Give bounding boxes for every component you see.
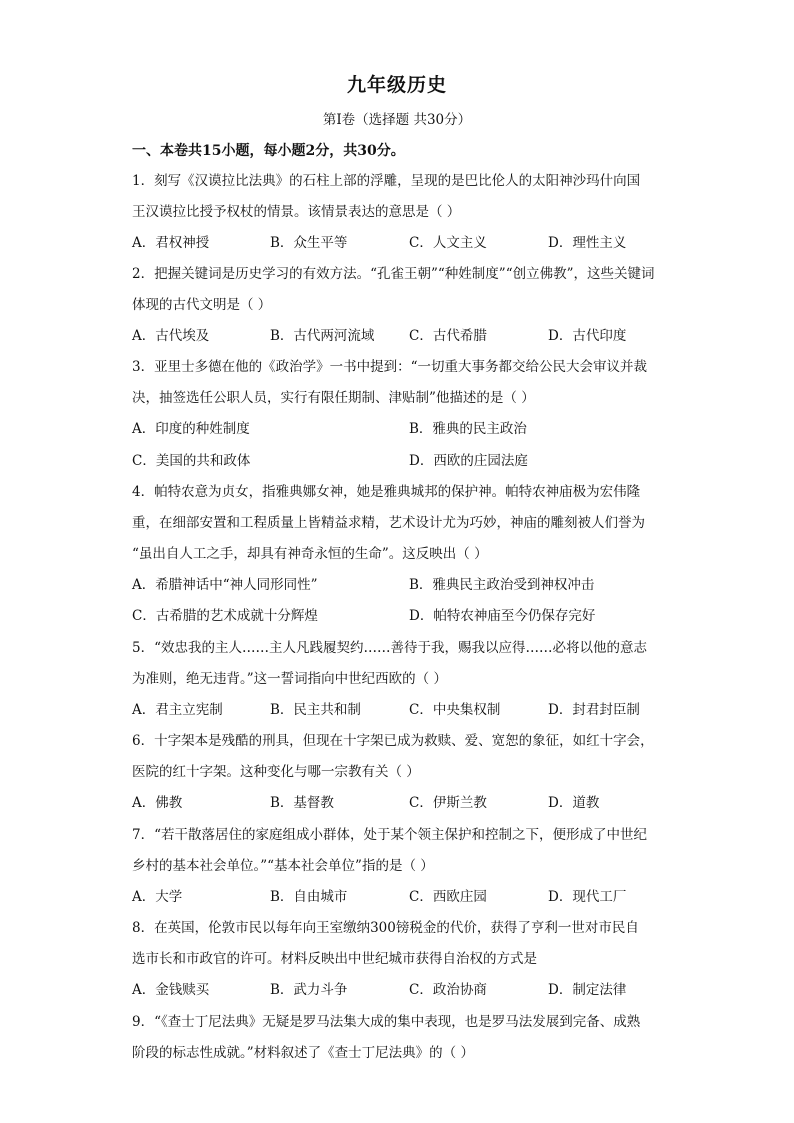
question-1-option-c: C．人文主义	[409, 235, 487, 251]
question-4-option-a: A．希腊神话中“神人同形同性”	[132, 577, 318, 593]
question-1-line-1: 1．刻写《汉谟拉比法典》的石柱上部的浮雕，呈现的是巴比伦人的太阳神沙玛什向国	[132, 173, 641, 189]
question-8-option-d: D．制定法律	[548, 982, 627, 998]
question-9-line-2: 阶段的标志性成就。”材料叙述了《查士丁尼法典》的（ ）	[132, 1045, 474, 1061]
question-4-line-3: “虽出自人工之手，却具有神奇永恒的生命”。这反映出（ ）	[132, 546, 488, 562]
question-6-option-c: C．伊斯兰教	[409, 795, 487, 811]
question-4-option-b: B．雅典民主政治受到神权冲击	[409, 577, 595, 593]
page-title: 九年级历史	[346, 74, 447, 96]
question-8-option-a: A．金钱赎买	[132, 982, 210, 998]
question-7-option-d: D．现代工厂	[548, 889, 627, 905]
question-5-line-1: 5．“效忠我的主人……主人凡践履契约……善待于我，赐我以应得……必将以他的意志	[132, 640, 647, 656]
question-6-option-b: B．基督教	[270, 795, 334, 811]
question-5-option-a: A．君主立宪制	[132, 702, 223, 718]
question-4-line-2: 重，在细部安置和工程质量上皆精益求精，艺术设计尤为巧妙，神庙的雕刻被人们誉为	[132, 515, 645, 531]
section-heading: 一、本卷共15小题，每小题2分，共30分。	[132, 143, 405, 159]
question-8-option-b: B．武力斗争	[270, 982, 348, 998]
question-3-option-d: D．西欧的庄园法庭	[409, 453, 528, 469]
question-2-line-1: 2．把握关键词是历史学习的有效方法。“孔雀王朝”“种姓制度”“创立佛教”，这些关键词	[132, 266, 655, 282]
question-7-option-b: B．自由城市	[270, 889, 348, 905]
question-1-option-b: B．众生平等	[270, 235, 348, 251]
question-2-option-d: D．古代印度	[548, 328, 627, 344]
question-3-option-c: C．美国的共和政体	[132, 453, 251, 469]
question-9-line-1: 9．“《查士丁尼法典》无疑是罗马法集大成的集中表现，也是罗马法发展到完备、成熟	[132, 1014, 641, 1030]
question-6-line-2: 医院的红十字架。这种变化与哪一宗教有关（ ）	[132, 764, 420, 780]
question-7-line-1: 7．“若干散落居住的家庭组成小群体，处于某个领主保护和控制之下，便形成了中世纪	[132, 827, 647, 843]
question-5-option-d: D．封君封臣制	[548, 702, 640, 718]
question-5-option-b: B．民主共和制	[270, 702, 361, 718]
question-7-line-2: 乡村的基本社会单位。”“基本社会单位”指的是（ ）	[132, 858, 434, 874]
question-4-option-c: C．古希腊的艺术成就十分辉煌	[132, 608, 318, 624]
question-3-option-a: A．印度的种姓制度	[132, 421, 250, 437]
question-8-option-c: C．政治协商	[409, 982, 487, 998]
question-4-line-1: 4．帕特农意为贞女，指雅典娜女神，她是雅典城邦的保护神。帕特农神庙极为宏伟隆	[132, 484, 641, 500]
question-1-option-d: D．理性主义	[548, 235, 627, 251]
question-7-option-a: A．大学	[132, 889, 183, 905]
question-1-option-a: A．君权神授	[132, 235, 210, 251]
question-8-line-2: 选市长和市政官的许可。材料反映出中世纪城市获得自治权的方式是	[132, 951, 537, 967]
question-6-option-a: A．佛教	[132, 795, 183, 811]
question-2-option-b: B．古代两河流域	[270, 328, 375, 344]
question-3-line-2: 决，抽签选任公职人员，实行有限任期制、津贴制”他描述的是（ ）	[132, 390, 535, 406]
question-2-line-2: 体现的古代文明是（ ）	[132, 297, 272, 313]
question-1-line-2: 王汉谟拉比授予权杖的情景。该情景表达的意思是（ ）	[132, 204, 461, 220]
question-2-option-c: C．古代希腊	[409, 328, 487, 344]
question-5-line-2: 为准则，绝无违背。”这一誓词指向中世纪西欧的（ ）	[132, 671, 447, 687]
page-subtitle: 第I卷（选择题 共30分）	[322, 112, 472, 128]
question-4-option-d: D．帕特农神庙至今仍保存完好	[409, 608, 596, 624]
question-3-line-1: 3．亚里士多德在他的《政治学》一书中提到：“一切重大事务都交给公民大会审议并裁	[132, 359, 647, 375]
question-6-line-1: 6．十字架本是残酷的刑具，但现在十字架已成为救赎、爱、宽恕的象征，如红十字会，	[132, 733, 654, 749]
question-5-option-c: C．中央集权制	[409, 702, 501, 718]
question-3-option-b: B．雅典的民主政治	[409, 421, 527, 437]
question-7-option-c: C．西欧庄园	[409, 889, 487, 905]
question-6-option-d: D．道教	[548, 795, 600, 811]
question-2-option-a: A．古代埃及	[132, 328, 210, 344]
question-8-line-1: 8．在英国，伦敦市民以每年向王室缴纳300镑税金的代价，获得了亨利一世对市民自	[132, 920, 639, 936]
